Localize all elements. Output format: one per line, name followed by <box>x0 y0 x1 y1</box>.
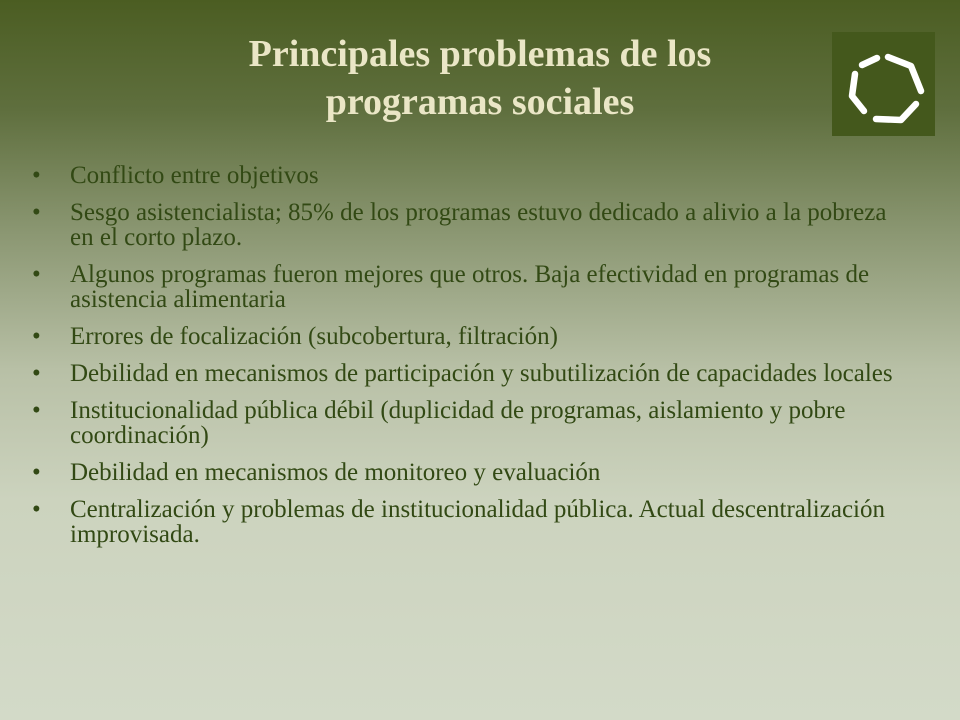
bullet-dot: • <box>32 397 41 424</box>
bullet-item <box>32 324 912 349</box>
pentagon-logo-icon <box>832 32 935 136</box>
bullet-item <box>32 262 912 312</box>
bullet-item <box>32 163 912 188</box>
bullet-text: Errores de focalización (subcobertura, filtración) <box>70 323 558 350</box>
bullet-list <box>32 163 912 559</box>
bullet-dot: • <box>32 162 41 189</box>
bullet-item <box>32 361 912 386</box>
slide-title-line-1: Principales problemas de los <box>248 33 712 75</box>
bullet-dot: • <box>32 199 41 226</box>
bullet-dot: • <box>32 360 41 387</box>
slide-title-line-2: programas sociales <box>325 81 635 123</box>
slide-title <box>120 30 840 126</box>
bullet-dot: • <box>32 261 41 288</box>
bullet-text: Centralización y problemas de institucionalidad pública. Actual descentralización improvisada. <box>70 496 885 548</box>
bullet-item <box>32 200 912 250</box>
bullet-dot: • <box>32 459 41 486</box>
bullet-dot: • <box>32 323 41 350</box>
bullet-text: Institucionalidad pública débil (duplicidad de programas, aislamiento y pobre coordinación) <box>70 397 846 449</box>
bullet-text: Debilidad en mecanismos de participación y subutilización de capacidades locales <box>70 360 893 387</box>
logo <box>832 32 935 136</box>
bullet-text: Algunos programas fueron mejores que otros. Baja efectividad en programas de asistencia alimentaria <box>70 261 870 313</box>
bullet-dot: • <box>32 496 41 523</box>
bullet-text: Conflicto entre objetivos <box>70 162 319 189</box>
bullet-item <box>32 460 912 485</box>
bullet-item <box>32 398 912 448</box>
bullet-item <box>32 497 912 547</box>
bullet-text: Debilidad en mecanismos de monitoreo y evaluación <box>70 459 601 486</box>
bullet-text: Sesgo asistencialista; 85% de los programas estuvo dedicado a alivio a la pobreza en el corto plazo. <box>70 199 887 251</box>
